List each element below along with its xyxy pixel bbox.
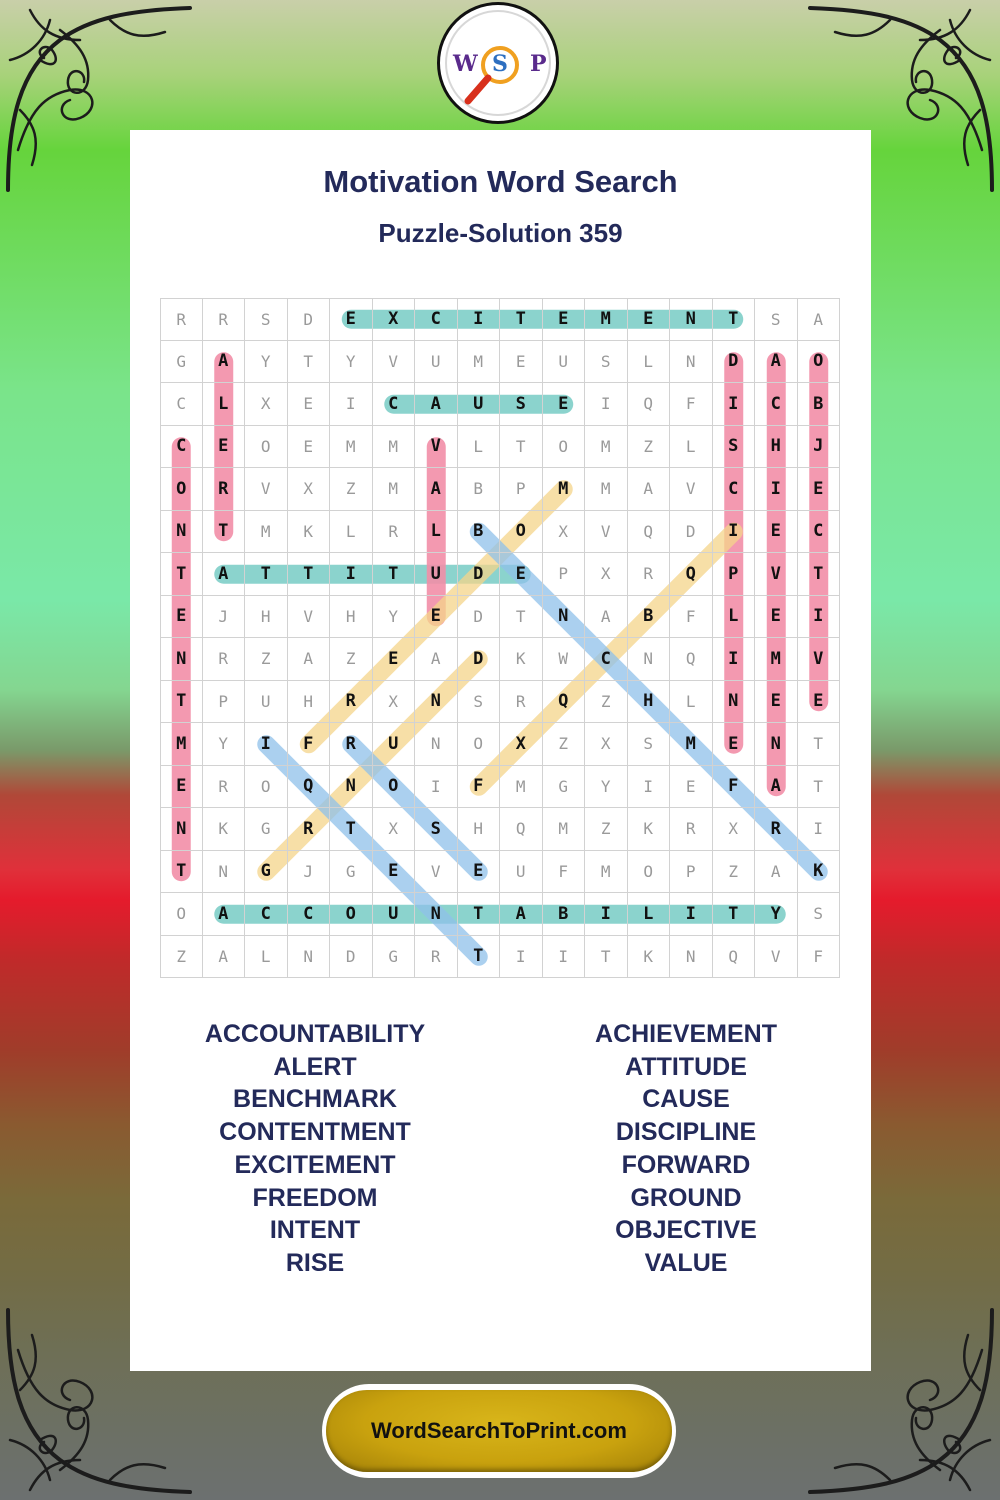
grid-cell: B: [458, 468, 501, 511]
grid-cell: L: [203, 383, 246, 426]
grid-cell: R: [330, 723, 373, 766]
grid-cell: E: [160, 596, 203, 639]
grid-cell: T: [458, 936, 501, 979]
grid-cell: R: [203, 638, 246, 681]
grid-cell: I: [798, 808, 841, 851]
grid-cell: O: [458, 723, 501, 766]
grid-cell: C: [585, 638, 628, 681]
grid-cell: L: [628, 893, 671, 936]
grid-cell: M: [458, 341, 501, 384]
grid-cell: M: [585, 851, 628, 894]
website-button[interactable]: [322, 1384, 676, 1478]
grid-cell: P: [670, 851, 713, 894]
grid-cell: I: [543, 936, 586, 979]
grid-cell: T: [500, 298, 543, 341]
grid-cell: B: [458, 511, 501, 554]
grid-cell: A: [203, 893, 246, 936]
grid-cell: T: [160, 681, 203, 724]
grid-cell: N: [628, 638, 671, 681]
grid-cell: K: [288, 511, 331, 554]
grid-cell: Y: [245, 341, 288, 384]
word-list-item: ALERT: [273, 1052, 357, 1081]
grid-cell: A: [755, 766, 798, 809]
grid-cell: A: [203, 553, 246, 596]
grid-cell: E: [415, 596, 458, 639]
grid-cell: I: [458, 298, 501, 341]
grid-cell: R: [288, 808, 331, 851]
grid-cell: V: [670, 468, 713, 511]
grid-cell: S: [713, 426, 756, 469]
grid-cell: U: [415, 553, 458, 596]
grid-cell: H: [628, 681, 671, 724]
grid-cell: E: [543, 298, 586, 341]
grid-cell: U: [373, 723, 416, 766]
grid-cell: E: [500, 553, 543, 596]
grid-cell: R: [628, 553, 671, 596]
grid-cell: S: [755, 298, 798, 341]
grid-cell: I: [245, 723, 288, 766]
grid-cell: Z: [628, 426, 671, 469]
grid-cell: V: [798, 638, 841, 681]
grid-cell: C: [415, 298, 458, 341]
grid-cell: M: [585, 468, 628, 511]
logo-letter-p: P: [530, 51, 547, 77]
grid-cell: F: [458, 766, 501, 809]
grid-cell: Z: [713, 851, 756, 894]
grid-cell: T: [245, 553, 288, 596]
grid-cell: A: [628, 468, 671, 511]
word-list-item: ACHIEVEMENT: [595, 1020, 777, 1048]
grid-cell: T: [160, 553, 203, 596]
grid-cell: I: [713, 383, 756, 426]
grid-cell: T: [585, 936, 628, 979]
grid-cell: V: [373, 341, 416, 384]
grid-cell: X: [373, 681, 416, 724]
word-list-left: [130, 1018, 500, 1280]
grid-cell: U: [500, 851, 543, 894]
grid-cell: B: [798, 383, 841, 426]
grid-cell: I: [713, 511, 756, 554]
grid-cell: Y: [585, 766, 628, 809]
grid-cell: S: [458, 681, 501, 724]
grid-cell: X: [373, 808, 416, 851]
grid-cell: E: [288, 426, 331, 469]
grid-cell: O: [245, 766, 288, 809]
grid-cell: A: [415, 638, 458, 681]
grid-cell: T: [713, 298, 756, 341]
grid-cell: E: [203, 426, 246, 469]
grid-cell: Y: [755, 893, 798, 936]
grid-cell: N: [160, 808, 203, 851]
grid-cell: I: [330, 553, 373, 596]
grid-cell: E: [458, 851, 501, 894]
grid-cell: Z: [543, 723, 586, 766]
word-list-item: INTENT: [269, 1216, 361, 1245]
grid-cell: I: [415, 766, 458, 809]
grid-cell: R: [373, 511, 416, 554]
word-list-item: FREEDOM: [252, 1183, 378, 1212]
page-subtitle: Puzzle-Solution 359: [378, 218, 623, 248]
grid-cell: M: [585, 298, 628, 341]
grid-cell: T: [288, 341, 331, 384]
grid-cell: N: [160, 511, 203, 554]
grid-cell: I: [670, 893, 713, 936]
word-list-right: [501, 1018, 871, 1280]
grid-cell: E: [373, 638, 416, 681]
word-list-item: BENCHMARK: [233, 1085, 397, 1114]
grid-cell: H: [330, 596, 373, 639]
website-button-face: [326, 1390, 672, 1472]
grid-cell: Z: [330, 468, 373, 511]
grid-cell: R: [330, 681, 373, 724]
grid-cell: N: [160, 638, 203, 681]
grid-cell: E: [798, 681, 841, 724]
grid-cell: S: [500, 383, 543, 426]
word-list-item: RISE: [285, 1248, 345, 1277]
grid-cell: M: [670, 723, 713, 766]
grid-cell: N: [670, 298, 713, 341]
grid-cell: H: [458, 808, 501, 851]
grid-cell: O: [798, 341, 841, 384]
grid-cell: G: [543, 766, 586, 809]
grid-cell: T: [373, 553, 416, 596]
grid-cell: C: [755, 383, 798, 426]
grid-cell: V: [755, 936, 798, 979]
grid-cell: N: [670, 936, 713, 979]
grid-cell: C: [713, 468, 756, 511]
grid-cell: N: [203, 851, 246, 894]
grid-cell: B: [543, 893, 586, 936]
grid-cell: Q: [670, 553, 713, 596]
grid-cell: T: [798, 766, 841, 809]
grid-cell: M: [160, 723, 203, 766]
grid-cell: X: [713, 808, 756, 851]
grid-cell: N: [288, 936, 331, 979]
grid-cell: F: [670, 383, 713, 426]
grid-cell: D: [288, 298, 331, 341]
grid-cell: M: [585, 426, 628, 469]
grid-cell: L: [628, 341, 671, 384]
word-list-item: GROUND: [630, 1183, 742, 1212]
grid-cell: N: [415, 723, 458, 766]
grid-cell: C: [798, 511, 841, 554]
grid-cell: M: [755, 638, 798, 681]
grid-cell: Q: [543, 681, 586, 724]
grid-cell: A: [500, 893, 543, 936]
grid-cell: T: [160, 851, 203, 894]
grid-cell: R: [755, 808, 798, 851]
grid-cell: A: [798, 298, 841, 341]
grid-cell: T: [713, 893, 756, 936]
grid-cell: A: [755, 851, 798, 894]
grid-cell: N: [330, 766, 373, 809]
grid-cell: R: [203, 468, 246, 511]
grid-cell: M: [373, 468, 416, 511]
grid-cell: P: [203, 681, 246, 724]
grid-cell: G: [330, 851, 373, 894]
letter-grid: [160, 298, 840, 978]
word-list-item: EXCITEMENT: [234, 1150, 396, 1179]
grid-cell: E: [160, 766, 203, 809]
grid-cell: Q: [628, 511, 671, 554]
grid-cell: E: [755, 681, 798, 724]
grid-cell: R: [415, 936, 458, 979]
grid-cell: C: [288, 893, 331, 936]
wsp-logo[interactable]: [437, 2, 559, 124]
grid-cell: M: [500, 766, 543, 809]
grid-cell: O: [160, 468, 203, 511]
grid-cell: S: [415, 808, 458, 851]
grid-cell: X: [585, 723, 628, 766]
grid-cell: A: [288, 638, 331, 681]
grid-cell: D: [458, 638, 501, 681]
grid-cell: T: [798, 553, 841, 596]
grid-cell: F: [543, 851, 586, 894]
grid-cell: E: [628, 298, 671, 341]
grid-cell: F: [713, 766, 756, 809]
grid-cell: X: [543, 511, 586, 554]
word-list-item: FORWARD: [621, 1150, 751, 1179]
grid-cell: K: [628, 936, 671, 979]
grid-cell: I: [628, 766, 671, 809]
word-list-item: OBJECTIVE: [615, 1216, 757, 1245]
grid-cell: Q: [670, 638, 713, 681]
logo-letter-w: W: [453, 51, 478, 77]
grid-cell: K: [203, 808, 246, 851]
grid-cell: A: [585, 596, 628, 639]
grid-cell: E: [798, 468, 841, 511]
grid-cell: C: [160, 383, 203, 426]
grid-cell: O: [373, 766, 416, 809]
grid-cell: D: [713, 341, 756, 384]
grid-cell: H: [245, 596, 288, 639]
grid-cell: V: [585, 511, 628, 554]
grid-cell: N: [755, 723, 798, 766]
grid-cell: C: [245, 893, 288, 936]
grid-cell: D: [458, 596, 501, 639]
grid-cell: B: [628, 596, 671, 639]
word-list-item: CAUSE: [642, 1085, 730, 1114]
grid-cell: X: [500, 723, 543, 766]
grid-cell: D: [670, 511, 713, 554]
grid-cell: Y: [330, 341, 373, 384]
grid-cell: J: [288, 851, 331, 894]
grid-cell: T: [798, 723, 841, 766]
grid-cell: S: [798, 893, 841, 936]
grid-cell: Y: [373, 596, 416, 639]
grid-cell: O: [500, 511, 543, 554]
grid-cell: R: [500, 681, 543, 724]
grid-cell: G: [245, 808, 288, 851]
grid-cell: L: [670, 426, 713, 469]
grid-cell: G: [245, 851, 288, 894]
grid-cell: T: [500, 426, 543, 469]
grid-cell: U: [543, 341, 586, 384]
grid-cell: V: [415, 426, 458, 469]
grid-cell: D: [330, 936, 373, 979]
word-list-item: CONTENTMENT: [219, 1118, 411, 1147]
grid-cell: O: [245, 426, 288, 469]
grid-cell: F: [288, 723, 331, 766]
grid-cell: I: [330, 383, 373, 426]
grid-cell: E: [755, 511, 798, 554]
grid-cell: I: [713, 638, 756, 681]
grid-cell: Q: [288, 766, 331, 809]
grid-cell: M: [543, 808, 586, 851]
grid-cell: S: [585, 341, 628, 384]
grid-cell: N: [543, 596, 586, 639]
grid-cell: T: [458, 893, 501, 936]
grid-cell: A: [755, 341, 798, 384]
grid-cell: J: [203, 596, 246, 639]
grid-cell: N: [415, 681, 458, 724]
grid-cell: I: [798, 596, 841, 639]
grid-cell: V: [245, 468, 288, 511]
grid-cell: T: [330, 808, 373, 851]
grid-cell: Z: [160, 936, 203, 979]
grid-cell: U: [245, 681, 288, 724]
grid-cell: P: [713, 553, 756, 596]
grid-cell: E: [543, 383, 586, 426]
grid-cell: T: [288, 553, 331, 596]
page-title: Motivation Word Search: [323, 164, 678, 199]
grid-cell: R: [160, 298, 203, 341]
grid-cell: H: [288, 681, 331, 724]
grid-cell: M: [245, 511, 288, 554]
grid-cell: X: [245, 383, 288, 426]
grid-cell: P: [500, 468, 543, 511]
grid-cell: E: [330, 298, 373, 341]
grid-cell: L: [458, 426, 501, 469]
grid-cell: I: [585, 383, 628, 426]
grid-cell: A: [415, 383, 458, 426]
grid-cell: A: [415, 468, 458, 511]
grid-cell: E: [670, 766, 713, 809]
grid-cell: I: [755, 468, 798, 511]
grid-cell: K: [798, 851, 841, 894]
grid-cell: Z: [585, 808, 628, 851]
grid-cell: J: [798, 426, 841, 469]
grid-cell: E: [373, 851, 416, 894]
word-list-item: ACCOUNTABILITY: [204, 1020, 426, 1048]
word-list-item: VALUE: [644, 1248, 728, 1277]
grid-cell: C: [373, 383, 416, 426]
grid-cell: Q: [500, 808, 543, 851]
grid-cell: Z: [245, 638, 288, 681]
grid-cell: U: [415, 341, 458, 384]
grid-cell: X: [288, 468, 331, 511]
grid-cell: T: [500, 596, 543, 639]
grid-cell: D: [458, 553, 501, 596]
grid-cell: O: [543, 426, 586, 469]
grid-cell: L: [713, 596, 756, 639]
word-list-item: ATTITUDE: [625, 1052, 747, 1081]
grid-cell: O: [160, 893, 203, 936]
grid-cell: M: [373, 426, 416, 469]
grid-cell: S: [245, 298, 288, 341]
grid-cell: I: [500, 936, 543, 979]
grid-cell: T: [203, 511, 246, 554]
grid-cell: N: [713, 681, 756, 724]
grid-cell: Z: [330, 638, 373, 681]
grid-cell: K: [500, 638, 543, 681]
grid-cell: Y: [203, 723, 246, 766]
grid-cell: N: [415, 893, 458, 936]
grid-cell: U: [458, 383, 501, 426]
grid-cell: E: [500, 341, 543, 384]
grid-cell: K: [628, 808, 671, 851]
puzzle-card: [130, 130, 871, 1371]
grid-cell: Q: [628, 383, 671, 426]
word-list-item: DISCIPLINE: [615, 1118, 757, 1147]
grid-cell: V: [755, 553, 798, 596]
grid-cell: X: [373, 298, 416, 341]
grid-cell: M: [543, 468, 586, 511]
grid-cell: A: [203, 936, 246, 979]
grid-cell: C: [160, 426, 203, 469]
grid-cell: L: [330, 511, 373, 554]
grid-cell: L: [670, 681, 713, 724]
grid-cell: E: [755, 596, 798, 639]
grid-cell: G: [373, 936, 416, 979]
grid-cell: O: [628, 851, 671, 894]
grid-cell: A: [203, 341, 246, 384]
grid-cell: O: [330, 893, 373, 936]
grid-cell: X: [585, 553, 628, 596]
grid-cell: H: [755, 426, 798, 469]
grid-cell: M: [330, 426, 373, 469]
grid-cell: S: [628, 723, 671, 766]
grid-cell: W: [543, 638, 586, 681]
website-label: WordSearchToPrint.com: [371, 1418, 627, 1443]
grid-cell: N: [670, 341, 713, 384]
logo-letter-s: S: [492, 51, 508, 77]
grid-cell: V: [288, 596, 331, 639]
grid-cell: L: [245, 936, 288, 979]
grid-cell: U: [373, 893, 416, 936]
grid-cell: Z: [585, 681, 628, 724]
grid-cell: P: [543, 553, 586, 596]
grid-cell: E: [288, 383, 331, 426]
grid-cell: Q: [713, 936, 756, 979]
grid-cell: F: [798, 936, 841, 979]
grid-cell: R: [203, 766, 246, 809]
word-grid: [160, 298, 840, 978]
grid-cell: L: [415, 511, 458, 554]
grid-cell: F: [670, 596, 713, 639]
grid-cell: E: [713, 723, 756, 766]
grid-cell: R: [203, 298, 246, 341]
grid-cell: G: [160, 341, 203, 384]
grid-cell: R: [670, 808, 713, 851]
grid-cell: I: [585, 893, 628, 936]
grid-cell: V: [415, 851, 458, 894]
